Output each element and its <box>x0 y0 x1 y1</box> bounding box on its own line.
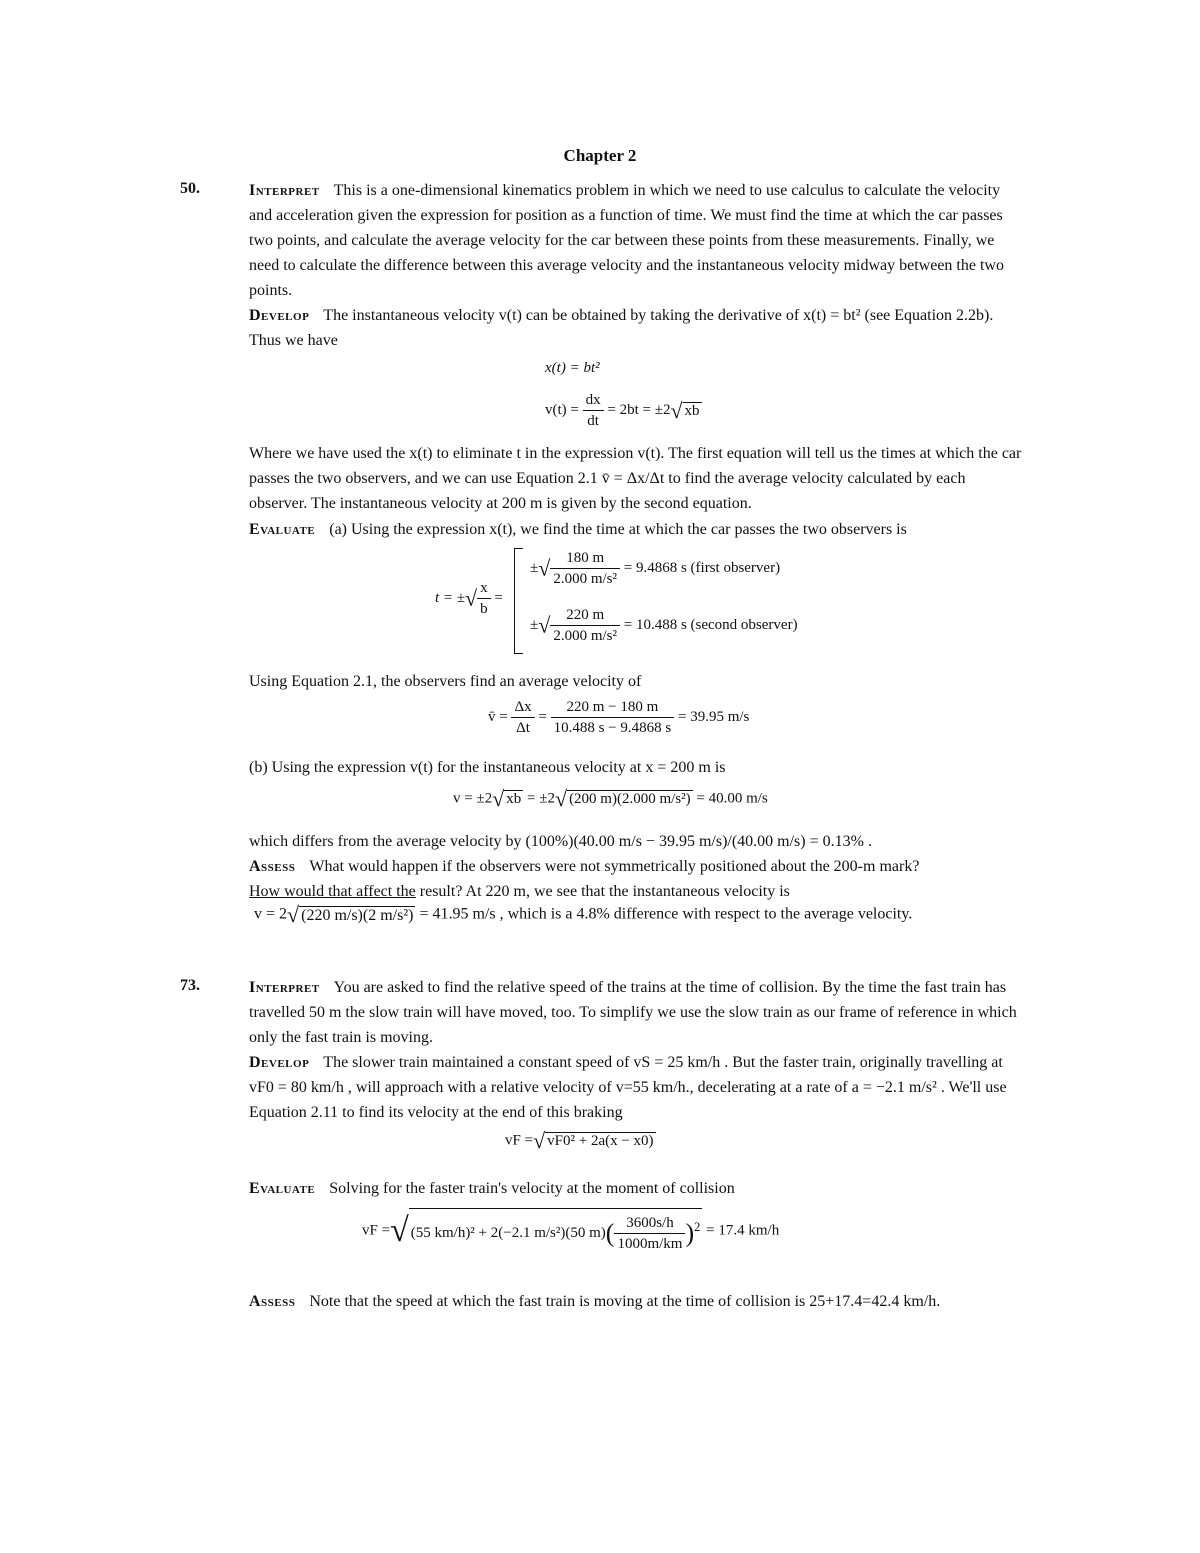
p50-develop-cont: Where we have used the x(t) to eliminate t in the expression v(t). The first equation will tell us the times at which the car passes the two observers, and we can use Equation 2.1 v̄ = Δx/Δt to find the average velocity calculated by each observer. The instantaneous velocity at 200 m is given by the second equation. <box>249 445 1022 512</box>
avg-fraction-1 <box>511 697 534 738</box>
p73-assess <box>249 1289 1024 1314</box>
assess-text: Note that the speed at which the fast train is moving at the time of collision is 25+17.4=42.4 km/h. <box>309 1293 941 1310</box>
radical-body: xb <box>506 791 522 807</box>
radical: √ $\frac{220 m}{\text{2.000 m/s²}}$ <box>538 605 620 646</box>
fraction-numerator: 3600s/h <box>614 1213 685 1234</box>
eq-time <box>435 578 503 619</box>
evaluate-text: (a) Using the expression x(t), we find the time at which the car passes the two observers is <box>329 521 907 538</box>
fraction-numerator: 220 m <box>550 605 620 626</box>
radical: √ $\frac{180 m}{\text{2.000 m/s²}}$ <box>538 548 620 589</box>
develop-text: The instantaneous velocity v(t) can be obtained by taking the derivative of x(t) = bt² (see Equation 2.2b). Thus we have <box>249 307 994 349</box>
interpret-heading: Interpret <box>249 979 320 996</box>
fraction-numerator: dx <box>583 390 604 411</box>
fraction-numerator: 180 m <box>550 548 620 569</box>
assess-eq-rest: = 41.95 m/s , which is a 4.8% difference with respect to the average velocity. <box>419 905 913 923</box>
eq-velocity-rhs: = 2bt = ±2 <box>607 401 671 418</box>
collision-result: = 17.4 km/h <box>706 1222 780 1239</box>
p73-evaluate <box>249 1176 1024 1201</box>
p73-interpret <box>249 975 1024 1050</box>
eq-time-equals: = <box>494 589 503 606</box>
fraction-numerator: 220 m − 180 m <box>551 697 675 718</box>
evaluate-heading: Evaluate <box>249 1180 316 1197</box>
case2-fraction <box>550 605 620 646</box>
assess-heading: Assess <box>249 858 296 875</box>
fraction-denominator: dt <box>587 413 599 429</box>
develop-heading: Develop <box>249 307 310 324</box>
fraction-denominator: 2.000 m/s² <box>553 628 617 644</box>
assess-heading: Assess <box>249 1293 296 1310</box>
assess-text: What would happen if the observers were not symmetrically positioned about the 200-m mark? <box>309 858 920 875</box>
problem-number-50: 50. <box>180 180 200 197</box>
fraction-numerator: Δx <box>511 697 534 718</box>
b-eq-result: = 40.00 m/s <box>696 790 768 807</box>
p50-develop <box>249 303 1024 353</box>
eq-velocity-lhs: v(t) = <box>545 401 579 418</box>
fraction-denominator: Δt <box>516 720 530 736</box>
evaluate-text: Solving for the faster train's velocity at the moment of collision <box>329 1180 735 1197</box>
evaluate-heading: Evaluate <box>249 521 316 538</box>
case1-result: = 9.4868 s (first observer) <box>623 559 781 576</box>
assess-text-underlined: How would that affect the <box>249 883 416 900</box>
p50-part-b-intro: (b) Using the expression v(t) for the instantaneous velocity at x = 200 m is <box>249 759 726 776</box>
chapter-title: Chapter 2 <box>563 146 637 165</box>
p50-interpret <box>249 178 1024 303</box>
piecewise-brace <box>514 548 523 654</box>
radical: √ (220 m/s)(2 m/s²) <box>287 902 414 927</box>
interpret-text: You are asked to find the relative speed of the trains at the time of collision. By the time the fast train has travelled 50 m the slow train will have moved, too. To simplify we use the slow train as our frame of reference in which only the fast train is moving. <box>249 979 1017 1046</box>
interpret-text: This is a one-dimensional kinematics problem in which we need to use calculus to calculate the velocity and acceleration given the expression for position as a function of time. We must find the time at which the car passes two points, and calculate the average velocity for the car between these points from these measurements. Finally, we need to calculate the difference between this average velocity and the instantaneous velocity midway between the two points. <box>249 182 1004 299</box>
assess-eq-lhs: v = 2 <box>254 905 288 923</box>
plus-minus: ± <box>530 559 539 576</box>
develop-heading: Develop <box>249 1054 310 1071</box>
eq-assess-velocity <box>254 902 912 928</box>
eq-velocity-fraction <box>583 390 604 431</box>
eq-braking <box>505 1128 656 1154</box>
radical: √ $\frac{x}{b}$ <box>465 578 491 619</box>
collision-lhs: vF = <box>362 1222 391 1239</box>
case2-result: = 10.488 s (second observer) <box>623 616 798 633</box>
braking-lhs: vF = <box>505 1132 534 1149</box>
radical-body: (55 km/h)² + 2(−2.1 m/s²)(50 m)( $\frac{3600s/h}{1000m/km}$ )$^2$ <box>409 1208 703 1254</box>
fraction-denominator: 10.488 s − 9.4868 s <box>553 720 672 736</box>
radical: √ (200 m)(2.000 m/s²) <box>554 786 691 811</box>
p50-average-intro: Using Equation 2.1, the observers find an average velocity of <box>249 673 642 690</box>
radical-body: vF0² + 2a(x − x0) <box>547 1133 654 1149</box>
p50-evaluate <box>249 517 1024 542</box>
radical: √ vF0² + 2a(x − x0) <box>533 1128 654 1153</box>
eq-collision-speed <box>362 1208 779 1254</box>
radical-body: xb <box>684 402 700 419</box>
b-eq-mid: = ±2 <box>527 790 555 807</box>
p73-develop <box>249 1050 1024 1125</box>
eq-time-case-2 <box>530 605 798 646</box>
eq-velocity <box>545 390 702 431</box>
eq-position-text: x(t) = bt² <box>545 360 600 376</box>
collision-radicand: (55 km/h)² + 2(−2.1 m/s²)(50 m) <box>410 1224 606 1241</box>
eq-time-case-1 <box>530 548 780 589</box>
eq-position <box>545 360 600 377</box>
radical-body: (200 m)(2.000 m/s²) <box>569 791 691 807</box>
case1-fraction <box>550 548 620 589</box>
p50-difference: which differs from the average velocity by (100%)(40.00 m/s − 39.95 m/s)/(40.00 m/s) = 0.13% . <box>249 833 872 850</box>
problem-number-73: 73. <box>180 977 200 994</box>
p50-assess <box>249 854 1024 904</box>
plus-minus: ± <box>530 616 539 633</box>
develop-text: The slower train maintained a constant speed of vS = 25 km/h . But the faster train, originally travelling at vF0 = 80 km/h , will approach with a relative velocity of v=55 km/h., decelerating at a rate of a = −2.1 m/s² . We'll use Equation 2.11 to find its velocity at the end of this braking <box>249 1054 1007 1121</box>
avg-fraction-2 <box>551 697 675 738</box>
radical: √ xb <box>492 786 522 811</box>
fraction-denominator: b <box>480 601 488 617</box>
collision-fraction <box>614 1213 685 1254</box>
radical: √ (55 km/h)² + 2(−2.1 m/s²)(50 m)( $\frac{3600s/h}{1000m/km}$ )$^2$ <box>390 1208 702 1254</box>
eq-time-lhs: t = ± <box>435 589 466 606</box>
fraction-denominator: 1000m/km <box>617 1236 683 1252</box>
avg-lhs: v̄ = <box>488 708 508 725</box>
avg-result: = 39.95 m/s <box>677 708 750 725</box>
fraction-numerator: x <box>477 578 491 599</box>
assess-text-cont: result? At 220 m, we see that the instantaneous velocity is <box>415 883 790 900</box>
eq-instant-velocity <box>453 786 768 812</box>
radical: √ xb <box>670 397 700 423</box>
eq-average-velocity: v̄ = $\frac{\Delta x}{\Delta t}$ = $\frac{220 m - 180 m}{10.488 s - 9.4868 s}$ = 39.95 m/s <box>488 699 750 736</box>
b-eq-lhs: v = ±2 <box>453 790 493 807</box>
interpret-heading: Interpret <box>249 182 320 199</box>
fraction-denominator: 2.000 m/s² <box>553 571 617 587</box>
radical-body: (220 m/s)(2 m/s²) <box>301 906 414 924</box>
eq-time-fraction <box>477 578 491 619</box>
